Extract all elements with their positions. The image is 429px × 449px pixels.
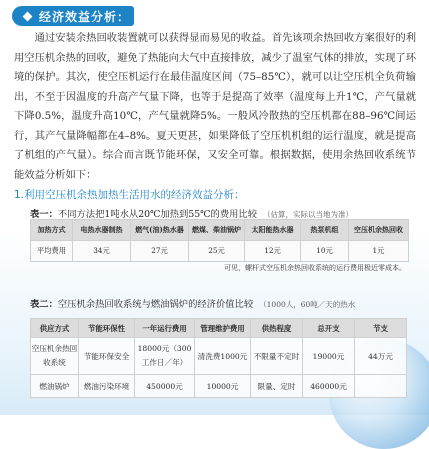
table2-cell: 44万元 xyxy=(355,338,407,375)
table1-cell: 平均费用 xyxy=(31,241,73,262)
diamond-bullet-icon xyxy=(23,11,33,21)
table2-cell: 节能环保安全 xyxy=(79,338,135,375)
table2-cell xyxy=(355,375,407,398)
table1-cell: 10元 xyxy=(301,241,349,262)
table2-cell: 18000元（300工作日／年） xyxy=(135,338,195,375)
subheading: 1.利用空压机余热加热生活用水的经济效益分析： xyxy=(14,189,245,201)
table2-header-row xyxy=(31,319,407,338)
table1-header: 燃气(油)热水器 xyxy=(131,220,189,241)
section-title-bar xyxy=(12,6,134,26)
table1-caption: 表一： xyxy=(30,209,58,220)
table1-note: 可见，螺杆式空压机余热回收系统的运行费用极近零成本。 xyxy=(224,264,406,272)
table1-header: 空压机余热回收 xyxy=(349,220,409,241)
table2-cell: 10000元 xyxy=(195,375,251,398)
table1-header-row xyxy=(31,220,409,241)
table1 xyxy=(30,219,409,262)
section-title: 经济效益分析： xyxy=(39,9,131,24)
table1-header: 加热方式 xyxy=(31,220,73,241)
table2-header: 总开支 xyxy=(303,319,355,338)
table1-title xyxy=(30,206,353,220)
table2-header: 一年运行费用 xyxy=(135,319,195,338)
table-row xyxy=(31,375,407,398)
table1-header: 燃煤、柴油锅炉 xyxy=(189,220,245,241)
table1-cell: 34元 xyxy=(73,241,131,262)
table2-title-text: 空压机余热回收系统与燃油锅炉的经济价值比较 xyxy=(57,299,254,310)
table1-header: 热泵机组 xyxy=(301,220,349,241)
table2-header: 供应方式 xyxy=(31,319,79,338)
table2-side-note: （1000人，60吨／天的热水 xyxy=(259,300,356,309)
table-row xyxy=(31,338,407,375)
table1-header: 太阳能热水器 xyxy=(245,220,301,241)
table1-cell: 27元 xyxy=(131,241,189,262)
table1-cell: 25元 xyxy=(189,241,245,262)
table1-side-note: （估算，实际以当地为准） xyxy=(263,210,354,219)
table-row xyxy=(31,241,409,262)
table1-cell: 12元 xyxy=(245,241,301,262)
table2-cell: 450000元 xyxy=(135,375,195,398)
table2-caption: 表二： xyxy=(30,299,58,310)
table2-cell: 不限量不定时 xyxy=(251,338,303,375)
table2-title xyxy=(30,296,355,310)
table2-header: 节能环保性 xyxy=(79,319,135,338)
intro-paragraph: 通过安装余热回收装置就可以获得显而易见的收益。首先该项余热回收方案很好的利用空压机余热的回收，避免了热能向大气中直接排放，减少了温室气体的排放，实现了环境的保护。其次，使空压机运行在最佳温度区间（75–85℃），就可以让空压机全负荷输出，不至于因温度的升高产气量下降，也等于是提高了效率（温度每上升1℃，产气量就下降0.5%，温度升高10℃，产气量就降5%。一般风冷散热的空压机都在88–96℃间运行，其产气量降幅都在4–8%。夏天更甚，如果降低了空压机机组的运行温度，就是提高了机组的产气量）。综合而言既节能环保，又安全可靠。根据数据，使用余热回收系统节能效益分析如下： xyxy=(14,32,416,181)
table2-cell: 19000元 xyxy=(303,338,355,375)
table2-cell: 燃油锅炉 xyxy=(31,375,79,398)
table2-cell: 限量、定时 xyxy=(251,375,303,398)
table2-cell: 460000元 xyxy=(303,375,355,398)
table2-header: 供热程度 xyxy=(251,319,303,338)
table2-cell: 燃油污染环境 xyxy=(79,375,135,398)
table2-header: 管理维护费用 xyxy=(195,319,251,338)
table2-header: 节支 xyxy=(355,319,407,338)
table2 xyxy=(30,318,407,398)
table1-title-text: 不同方法把1吨水从20℃加热到55℃的费用比较 xyxy=(57,209,258,220)
table2-cell: 空压机余热回收系统 xyxy=(31,338,79,375)
table1-header: 电热水器制热 xyxy=(73,220,131,241)
table2-cell: 清洗费1000元 xyxy=(195,338,251,375)
table1-cell: 1元 xyxy=(349,241,409,262)
